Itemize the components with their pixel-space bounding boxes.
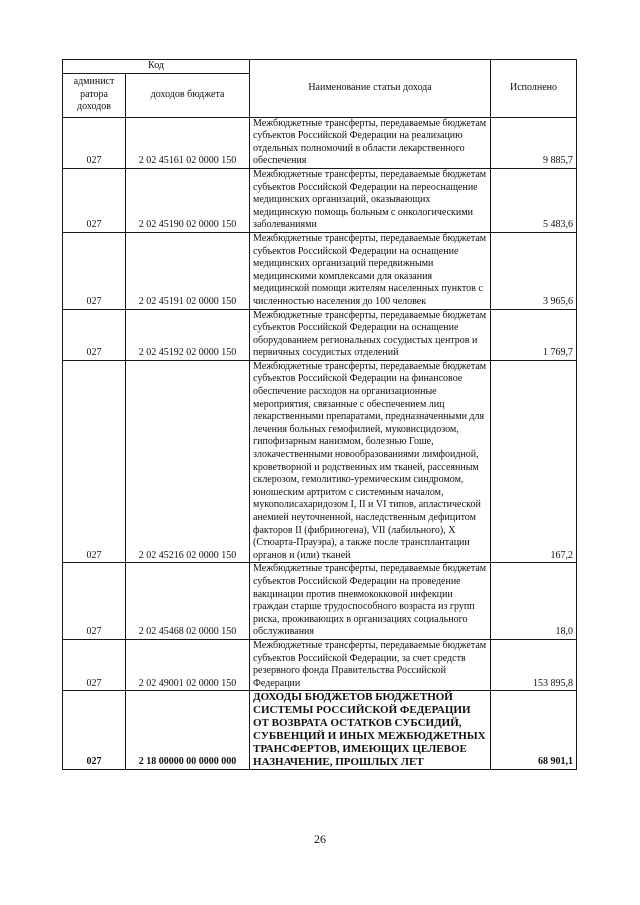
income-item-name-header: Наименование статьи дохода — [250, 60, 491, 118]
table-row — [63, 168, 577, 232]
executed-amount-cell: 9 885,7 — [491, 117, 577, 168]
income-item-name-cell: Межбюджетные трансферты, передаваемые бюджетам субъектов Российской Федерации, за счет средств резервного фонда Правительства Российской Федерации — [250, 639, 491, 690]
table-row — [63, 691, 577, 769]
administrator-code-cell: 027 — [63, 309, 126, 360]
executed-amount-cell: 167,2 — [491, 360, 577, 563]
executed-amount-cell: 1 769,7 — [491, 309, 577, 360]
income-code-cell: 2 02 49001 02 0000 150 — [126, 639, 250, 690]
administrator-code-cell: 027 — [63, 232, 126, 309]
income-item-name-cell: Межбюджетные трансферты, передаваемые бюджетам субъектов Российской Федерации на проведение вакцинации против пневмококковой инфекции граждан старше трудоспособного возраста из групп риска, проживающих в организациях социального обслуживания — [250, 563, 491, 640]
income-code-cell: 2 02 45468 02 0000 150 — [126, 563, 250, 640]
executed-amount-cell: 3 965,6 — [491, 232, 577, 309]
code-group-header: Код — [63, 60, 250, 74]
table-row — [63, 360, 577, 563]
administrator-code-header: админист ратора доходов — [63, 73, 126, 117]
table-row — [63, 232, 577, 309]
income-code-cell: 2 02 45192 02 0000 150 — [126, 309, 250, 360]
executed-header: Исполнено — [491, 60, 577, 118]
income-item-name-cell: Межбюджетные трансферты, передаваемые бюджетам субъектов Российской Федерации на оснащение медицинских организаций передвижными медицинскими комплексами для оказания медицинской помощи жителям населенных пунктов с численностью населения до 100 человек — [250, 232, 491, 309]
table-row — [63, 563, 577, 640]
income-code-cell: 2 02 45191 02 0000 150 — [126, 232, 250, 309]
table-row — [63, 309, 577, 360]
page-number: 26 — [314, 832, 326, 846]
income-code-header: доходов бюджета — [126, 73, 250, 117]
executed-amount-cell: 5 483,6 — [491, 168, 577, 232]
administrator-code-cell: 027 — [63, 168, 126, 232]
administrator-code-cell: 027 — [63, 360, 126, 563]
income-code-cell: 2 18 00000 00 0000 000 — [126, 691, 250, 769]
income-item-name-cell: Межбюджетные трансферты, передаваемые бюджетам субъектов Российской Федерации на финансовое обеспечение расходов на организационные мероприятия, связанные с обеспечением лиц лекарственными препаратами, предназначенными для лечения больных гемофилией, муковисцидозом, гипофизарным нанизмом, болезнью Гоше, злокачественными новообразованиями лимфоидной, кроветворной и родственных им тканей, рассеянным склерозом, гемолитико-уремическим синдромом, юношеским артритом с системным началом, мукополисахаридозом I, II и VI типов, апластической анемией неуточненной, наследственным дефицитом факторов II (фибриногена), VII (лабильного), X (Стюарта-Прауэра), а также после трансплантации органов и (или) тканей — [250, 360, 491, 563]
income-code-cell: 2 02 45216 02 0000 150 — [126, 360, 250, 563]
income-item-name-cell: Межбюджетные трансферты, передаваемые бюджетам субъектов Российской Федерации на реализацию отдельных полномочий в области лекарственного обеспечения — [250, 117, 491, 168]
executed-amount-cell: 18,0 — [491, 563, 577, 640]
administrator-code-cell: 027 — [63, 639, 126, 690]
income-item-name-cell: Межбюджетные трансферты, передаваемые бюджетам субъектов Российской Федерации на переоснащение медицинских организаций, оказывающих медицинскую помощь больным с онкологическими заболеваниями — [250, 168, 491, 232]
income-item-name-cell: Межбюджетные трансферты, передаваемые бюджетам субъектов Российской Федерации на оснащение оборудованием региональных сосудистых центров и первичных сосудистых отделений — [250, 309, 491, 360]
executed-amount-cell: 153 895,8 — [491, 639, 577, 690]
table-row — [63, 639, 577, 690]
administrator-code-cell: 027 — [63, 117, 126, 168]
income-code-cell: 2 02 45161 02 0000 150 — [126, 117, 250, 168]
header-row-top — [63, 60, 577, 74]
administrator-code-cell: 027 — [63, 691, 126, 769]
executed-amount-cell: 68 901,1 — [491, 691, 577, 769]
table-row — [63, 117, 577, 168]
budget-income-table — [62, 59, 577, 770]
administrator-code-cell: 027 — [63, 563, 126, 640]
income-code-cell: 2 02 45190 02 0000 150 — [126, 168, 250, 232]
income-item-name-cell: ДОХОДЫ БЮДЖЕТОВ БЮДЖЕТНОЙ СИСТЕМЫ РОССИЙСКОЙ ФЕДЕРАЦИИ ОТ ВОЗВРАТА ОСТАТКОВ СУБСИДИЙ, СУБВЕНЦИЙ И ИНЫХ МЕЖБЮДЖЕТНЫХ ТРАНСФЕРТОВ, ИМЕЮЩИХ ЦЕЛЕВОЕ НАЗНАЧЕНИЕ, ПРОШЛЫХ ЛЕТ — [250, 691, 491, 769]
